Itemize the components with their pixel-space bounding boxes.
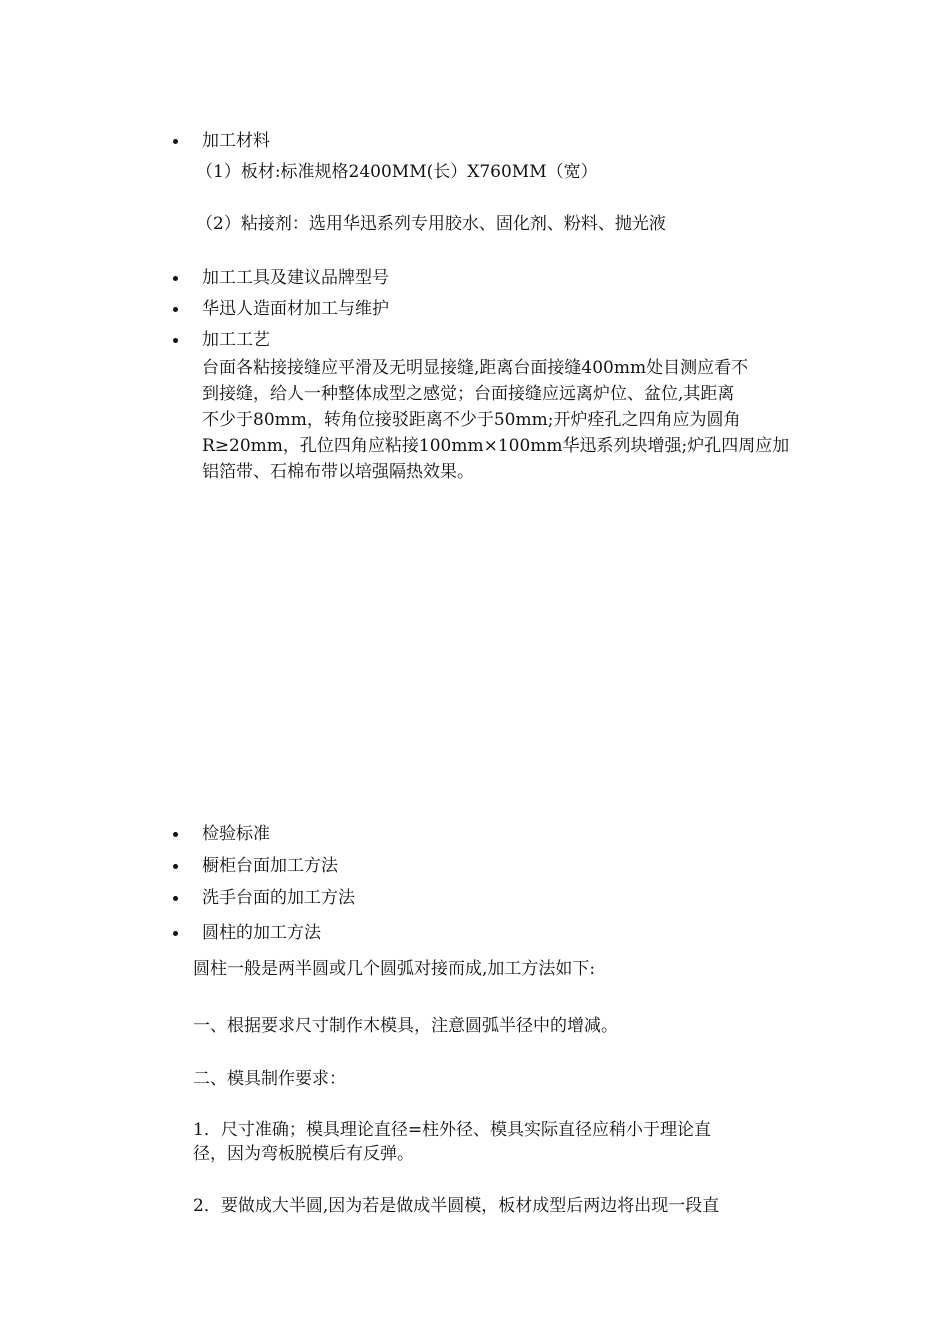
column-point-1-line: 1．尺寸准确；模具理论直径=柱外径、模具实际直径应稍小于理论直 [193, 1120, 712, 1140]
heading-materials: 加工材料 [202, 131, 270, 151]
heading-process: 加工工艺 [202, 330, 270, 350]
column-step-2: 二、模具制作要求： [193, 1069, 346, 1089]
process-line: 不少于80mm，转角位接驳距离不少于50mm;开炉痊孔之四角应为圆角 [202, 410, 741, 430]
heading-maintenance: 华迅人造面材加工与维护 [202, 299, 389, 319]
bullet-dot [173, 307, 178, 312]
process-line: 台面各粘接接缝应平滑及无明显接缝,距离台面接缝400mm处目测应看不 [202, 358, 749, 378]
column-intro: 圆柱一般是两半圆或几个圆弧对接而成,加工方法如下: [193, 959, 596, 979]
bullet-dot [173, 931, 178, 936]
column-step-1: 一、根据要求尺寸制作木模具，注意圆弧半径中的增减。 [193, 1016, 618, 1036]
materials-item-board: （1）板材:标准规格2400MM(长）X760MM（宽） [196, 162, 598, 182]
bullet-dot [173, 139, 178, 144]
process-line: 铝箔带、石棉布带以培强隔热效果。 [202, 462, 474, 482]
column-point-2: 2．要做成大半圆,因为若是做成半圆模，板材成型后两边将出现一段直 [193, 1196, 720, 1216]
heading-column: 圆柱的加工方法 [202, 923, 321, 943]
heading-washbasin: 洗手台面的加工方法 [202, 888, 355, 908]
process-line: R≥20mm，孔位四角应粘接100mm×100mm华迅系列块增强;炉孔四周应加 [202, 436, 790, 456]
process-line: 到接缝，给人一种整体成型之感觉；台面接缝应远离炉位、盆位,其距离 [202, 384, 735, 404]
bullet-dot [173, 864, 178, 869]
bullet-dot [173, 276, 178, 281]
bullet-dot [173, 832, 178, 837]
bullet-dot [173, 338, 178, 343]
bullet-dot [173, 896, 178, 901]
heading-tools: 加工工具及建议品牌型号 [202, 268, 389, 288]
column-point-1-line: 径，因为弯板脱模后有反弹。 [193, 1144, 414, 1164]
materials-item-adhesive: （2）粘接剂：选用华迅系列专用胶水、固化剂、粉料、抛光液 [196, 214, 666, 234]
heading-inspection: 检验标准 [202, 824, 270, 844]
heading-cabinet: 橱柜台面加工方法 [202, 856, 338, 876]
